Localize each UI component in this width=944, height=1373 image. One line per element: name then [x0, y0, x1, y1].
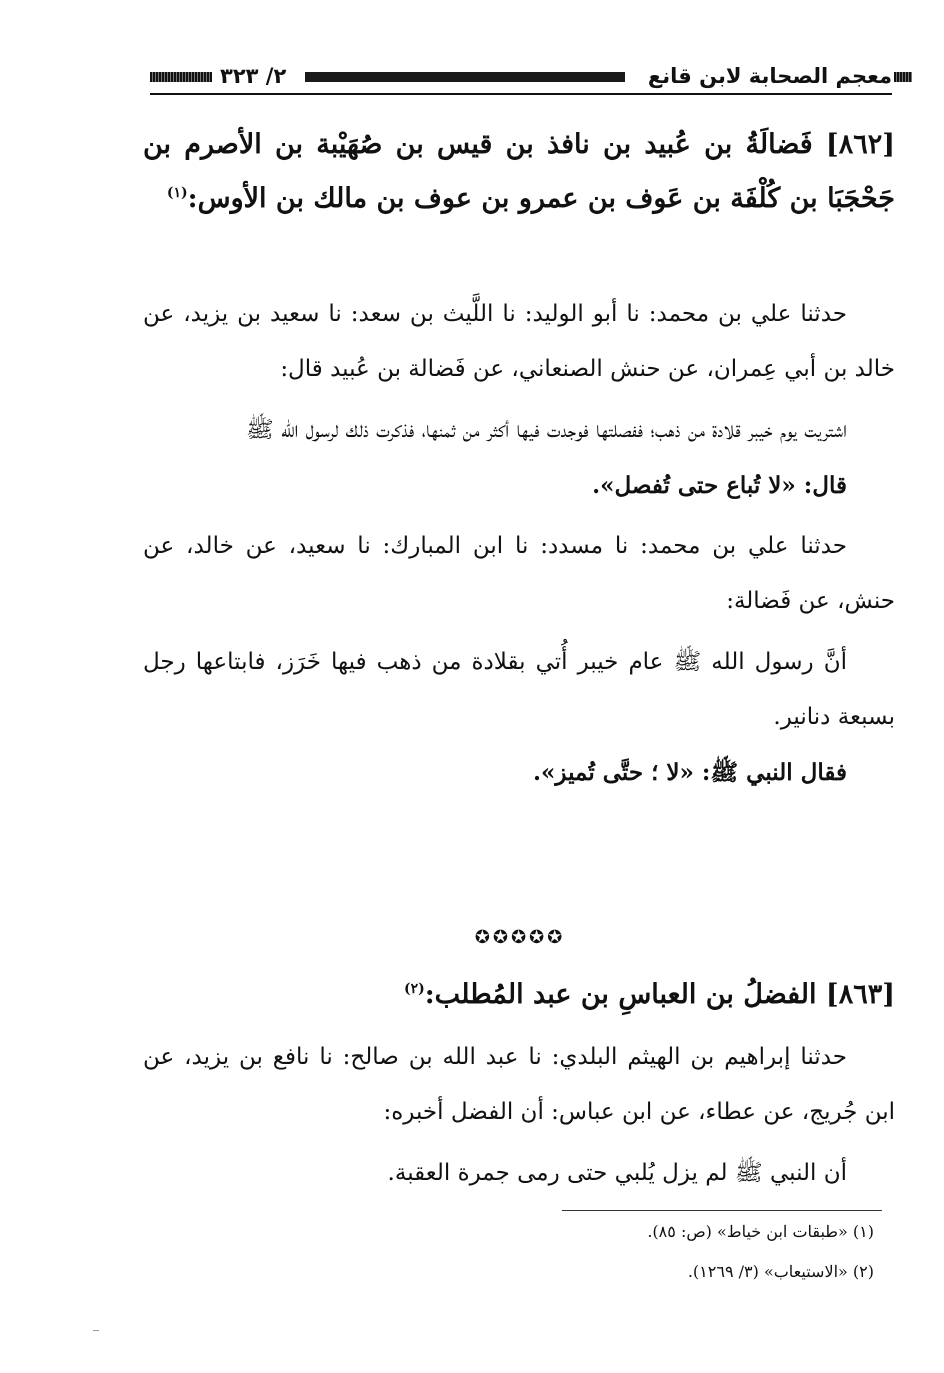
entry-863 — [143, 968, 895, 1022]
footnote-2: (٢) «الاستيعاب» (٣/ ١٢٦٩). — [687, 1262, 874, 1281]
page-reference: ٢/ ٣٢٣ — [220, 64, 287, 88]
hadith-paragraph: اشتريت يوم خيبر قلادة من ذهب؛ ففصلتها فوجدت فيها أكثر من ثمنها، فذكرت ذلك لرسول الله ﷺ — [246, 417, 847, 443]
entry-862-body — [143, 287, 895, 800]
header-bar — [305, 72, 625, 82]
header-ornament-right — [894, 72, 912, 82]
footnote-ref: (١) — [166, 185, 188, 201]
book-title: معجم الصحابة لابن قانع — [647, 64, 892, 88]
hadith-paragraph: أنَّ رسول الله ﷺ عام خيبر أُتي بقلادة من ذهب فيها خَرَز، فابتاعها رجل بسبعة دنانير. — [143, 649, 895, 730]
header-ornament-left — [150, 72, 212, 82]
section-separator: ✪✪✪✪✪ — [474, 927, 566, 948]
prophet-saying: قال: «لا تُباع حتى تُفصل». — [592, 472, 847, 499]
footnote-ref: (٢) — [403, 981, 425, 997]
scan-speck — [93, 1330, 99, 1331]
running-header — [150, 62, 892, 96]
hadith-paragraph: أن النبي ﷺ لم يزل يُلبي حتى رمى جمرة العقبة. — [387, 1160, 847, 1186]
entry-862 — [143, 118, 895, 226]
isnad-paragraph: حدثنا إبراهيم بن الهيثم البلدي: نا عبد الله بن صالح: نا نافع بن يزيد، عن ابن جُريج، عن عطاء، عن ابن عباس: أن الفضل أخبره: — [143, 1044, 895, 1125]
prophet-saying: فقال النبي ﷺ: «لا ؛ حتَّى تُميز». — [533, 759, 847, 786]
entry-863-body — [143, 1030, 895, 1201]
footnote-rule — [562, 1210, 882, 1211]
header-rule — [150, 93, 892, 95]
isnad-paragraph: حدثنا علي بن محمد: نا مسدد: نا ابن المبارك: نا سعيد، عن خالد، عن حنش، عن فَضالة: — [143, 533, 895, 614]
entry-title: [٨٦٣] الفضلُ بن العباسِ بن عبد المُطلب:$^{(٢)}$ — [403, 979, 895, 1010]
entry-title: [٨٦٢] فَضالَةُ بن عُبيد بن نافذ بن قيس بن صُهَيْبة بن الأصرم بن جَحْجَبَا بن كُلْفَة بن عَوف بن عمرو بن عوف بن مالك بن الأوس:$^{(١)}$ — [143, 129, 895, 214]
footnote-1: (١) «طبقات ابن خياط» (ص: ٨٥). — [647, 1222, 874, 1241]
isnad-paragraph: حدثنا علي بن محمد: نا أبو الوليد: نا اللَّيث بن سعد: نا سعيد بن يزيد، عن خالد بن أبي عِمران، عن حنش الصنعاني، عن فَضالة بن عُبيد قال: — [143, 301, 895, 382]
